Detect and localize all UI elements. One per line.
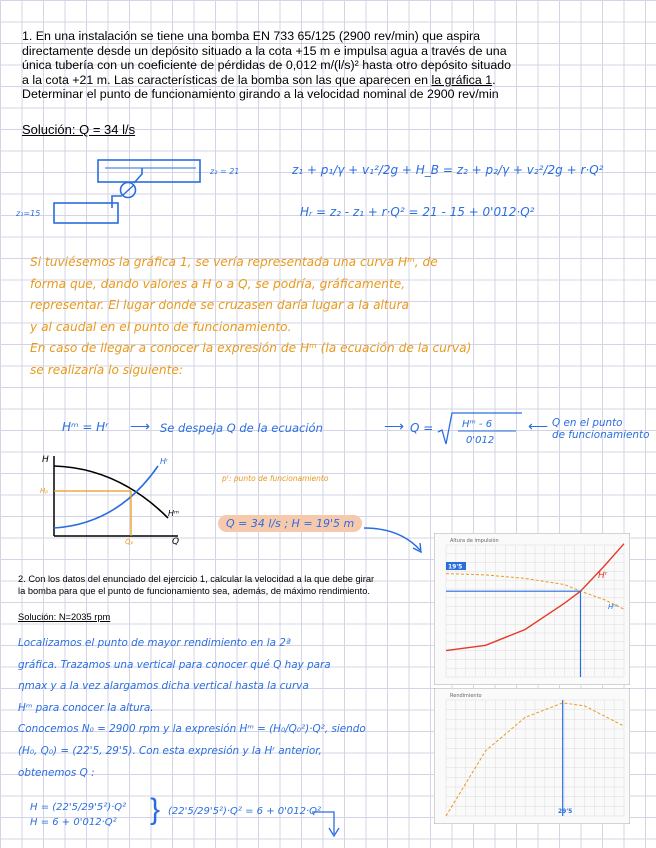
final-eq-h1: H = (22'5/29'5²)·Q²: [30, 802, 127, 813]
solution2-line: obtenemos Q :: [18, 766, 95, 779]
down-arrow: [310, 804, 350, 844]
problem1-line4b: .: [492, 72, 496, 87]
problem2-statement: [18, 574, 428, 597]
sketch-graph: [28, 448, 198, 548]
problem1-statement: [22, 29, 622, 102]
formula-denominator: 0'012: [466, 435, 495, 446]
solution2-line: gráfica. Trazamos una vertical para conocer qué Q hay para: [18, 658, 331, 671]
lower-tank: [54, 203, 118, 223]
q-axis-label: Q: [172, 537, 180, 547]
pf-note: pᶠ: punto de funcionamiento: [222, 474, 329, 483]
suction-pipe: [112, 196, 122, 208]
explanation-line: representar. El lugar donde se cruzasen daría lugar a la altura: [30, 298, 409, 312]
explanation-line: En caso de llegar a conocer la expresión de Hᵐ (la ecuación de la curva): [30, 341, 472, 355]
solution2-line: (H₀, Q₀) = (22'5, 29'5). Con esta expresión y la Hʳ anterior,: [18, 744, 322, 757]
solution2-line: Hᵐ para conocer la altura.: [18, 701, 154, 714]
explanation-line: forma que, dando valores a H o a Q, se podría, gráficamente,: [30, 276, 406, 291]
chart-rendimiento: [434, 688, 630, 824]
q-readout: 29'5: [558, 808, 573, 815]
solution2-line: ηmax y a la vez alargamos dicha vertical hasta la curva: [18, 680, 309, 693]
explanation-line: Si tuviésemos la gráfica 1, se vería representada una curva Hᵐ, de: [30, 255, 438, 269]
arrow-left-icon: ⟵: [528, 418, 549, 434]
hm-curve-label: Hᵐ: [608, 603, 618, 611]
problem1-line3: única tubería con un coeficiente de pérdidas de 0,012 m/(l/s)² hasta otro depósito situado: [22, 58, 512, 73]
problem2-line2: la bomba para que el punto de funcionamiento sea, además, de máximo rendimiento.: [18, 585, 370, 596]
method-right-line1: Q en el punto: [552, 417, 623, 429]
qp-label: Qₚ: [125, 538, 134, 546]
solution2-line: Conocemos N₀ = 2900 rpm y la expresión Hᵐ = (H₀/Q₀²)·Q², siendo: [18, 723, 366, 736]
chart-frame: [434, 533, 630, 685]
problem1-line1: 1. En una instalación se tiene una bomba EN 733 65/125 (2900 rev/min) que aspira: [22, 29, 481, 43]
installation-sketch: [0, 150, 285, 230]
problem2-line1: 2. Con los datos del enunciado del ejercicio 1, calcular la velocidad a la que debe girar: [18, 574, 375, 584]
z1-label: z₁=15: [16, 209, 41, 218]
chart-altura: [434, 533, 630, 685]
chart-frame: [434, 688, 630, 824]
brace-icon: }: [150, 793, 161, 826]
problem1-line5: Determinar el punto de funcionamiento girando a la velocidad nominal de 2900 rev/min: [22, 87, 499, 102]
arrow-icon: ⟶: [384, 418, 405, 434]
hr-label: Hʳ: [160, 457, 169, 466]
bernoulli-equation: z₁ + p₁/γ + v₁²/2g + H_B = z₂ + p₂/γ + v₂²/2g + r·Q²: [292, 163, 604, 177]
method-middle: Se despeja Q de la ecuación: [160, 421, 323, 435]
final-eq-h2: H = 6 + 0'012·Q²: [30, 817, 117, 828]
result-arrow: [360, 520, 430, 560]
arrow-icon: [364, 528, 420, 550]
problem1-line4: [22, 73, 622, 88]
problem1-line2: directamente desde un depósito situado a la cota +15 m e impulsa agua a través de una: [22, 43, 507, 58]
hr-equation: Hᵣ = z₂ - z₁ + r·Q² = 21 - 15 + 0'012·Q²: [300, 205, 535, 219]
h-axis-label: H: [42, 455, 49, 465]
final-eq-result: (22'5/29'5²)·Q² = 6 + 0'012·Q²: [168, 806, 322, 817]
grafica1-link[interactable]: la gráfica 1: [431, 72, 493, 87]
hp-label: Hₚ: [40, 487, 49, 495]
hr-curve-label: Hʳ: [598, 571, 608, 581]
chart-title: Rendimiento: [450, 693, 482, 699]
z2-label: z₂ = 21: [210, 167, 240, 176]
explanation-line: se realizaría lo siguiente:: [30, 362, 183, 377]
h-readout: 19'5: [448, 563, 463, 571]
chart-title: Altura de impulsión: [450, 538, 499, 544]
solution2-line: Localizamos el punto de mayor rendimiento en la 2ª: [18, 637, 291, 649]
result-badge: Q = 34 l/s ; H = 19'5 m: [218, 515, 362, 532]
method-right-line2: de funcionamiento: [552, 429, 650, 441]
solution2-paragraph: [18, 633, 423, 784]
final-system: [30, 800, 126, 830]
q-formula: [436, 410, 526, 450]
problem1-line4a: a la cota +21 m. Las características de la bomba son las que aparecen en: [22, 72, 432, 87]
problem1-solution: Solución: Q = 34 l/s: [22, 122, 136, 137]
upper-tank: [98, 160, 200, 182]
formula-numerator: Hᵐ - 6: [462, 419, 493, 430]
arrow-icon: ⟶: [130, 418, 151, 434]
hm-label: Hᵐ: [168, 509, 179, 518]
q-prefix: Q =: [410, 421, 434, 435]
explanation-paragraph: [30, 252, 620, 381]
problem2-solution: Solución: N=2035 rpm: [18, 612, 111, 622]
discharge-pipe: [134, 168, 142, 183]
explanation-line: y al caudal en el punto de funcionamiento.: [30, 319, 292, 334]
method-left: Hᵐ = Hʳ: [62, 420, 109, 434]
method-right: [552, 417, 649, 441]
